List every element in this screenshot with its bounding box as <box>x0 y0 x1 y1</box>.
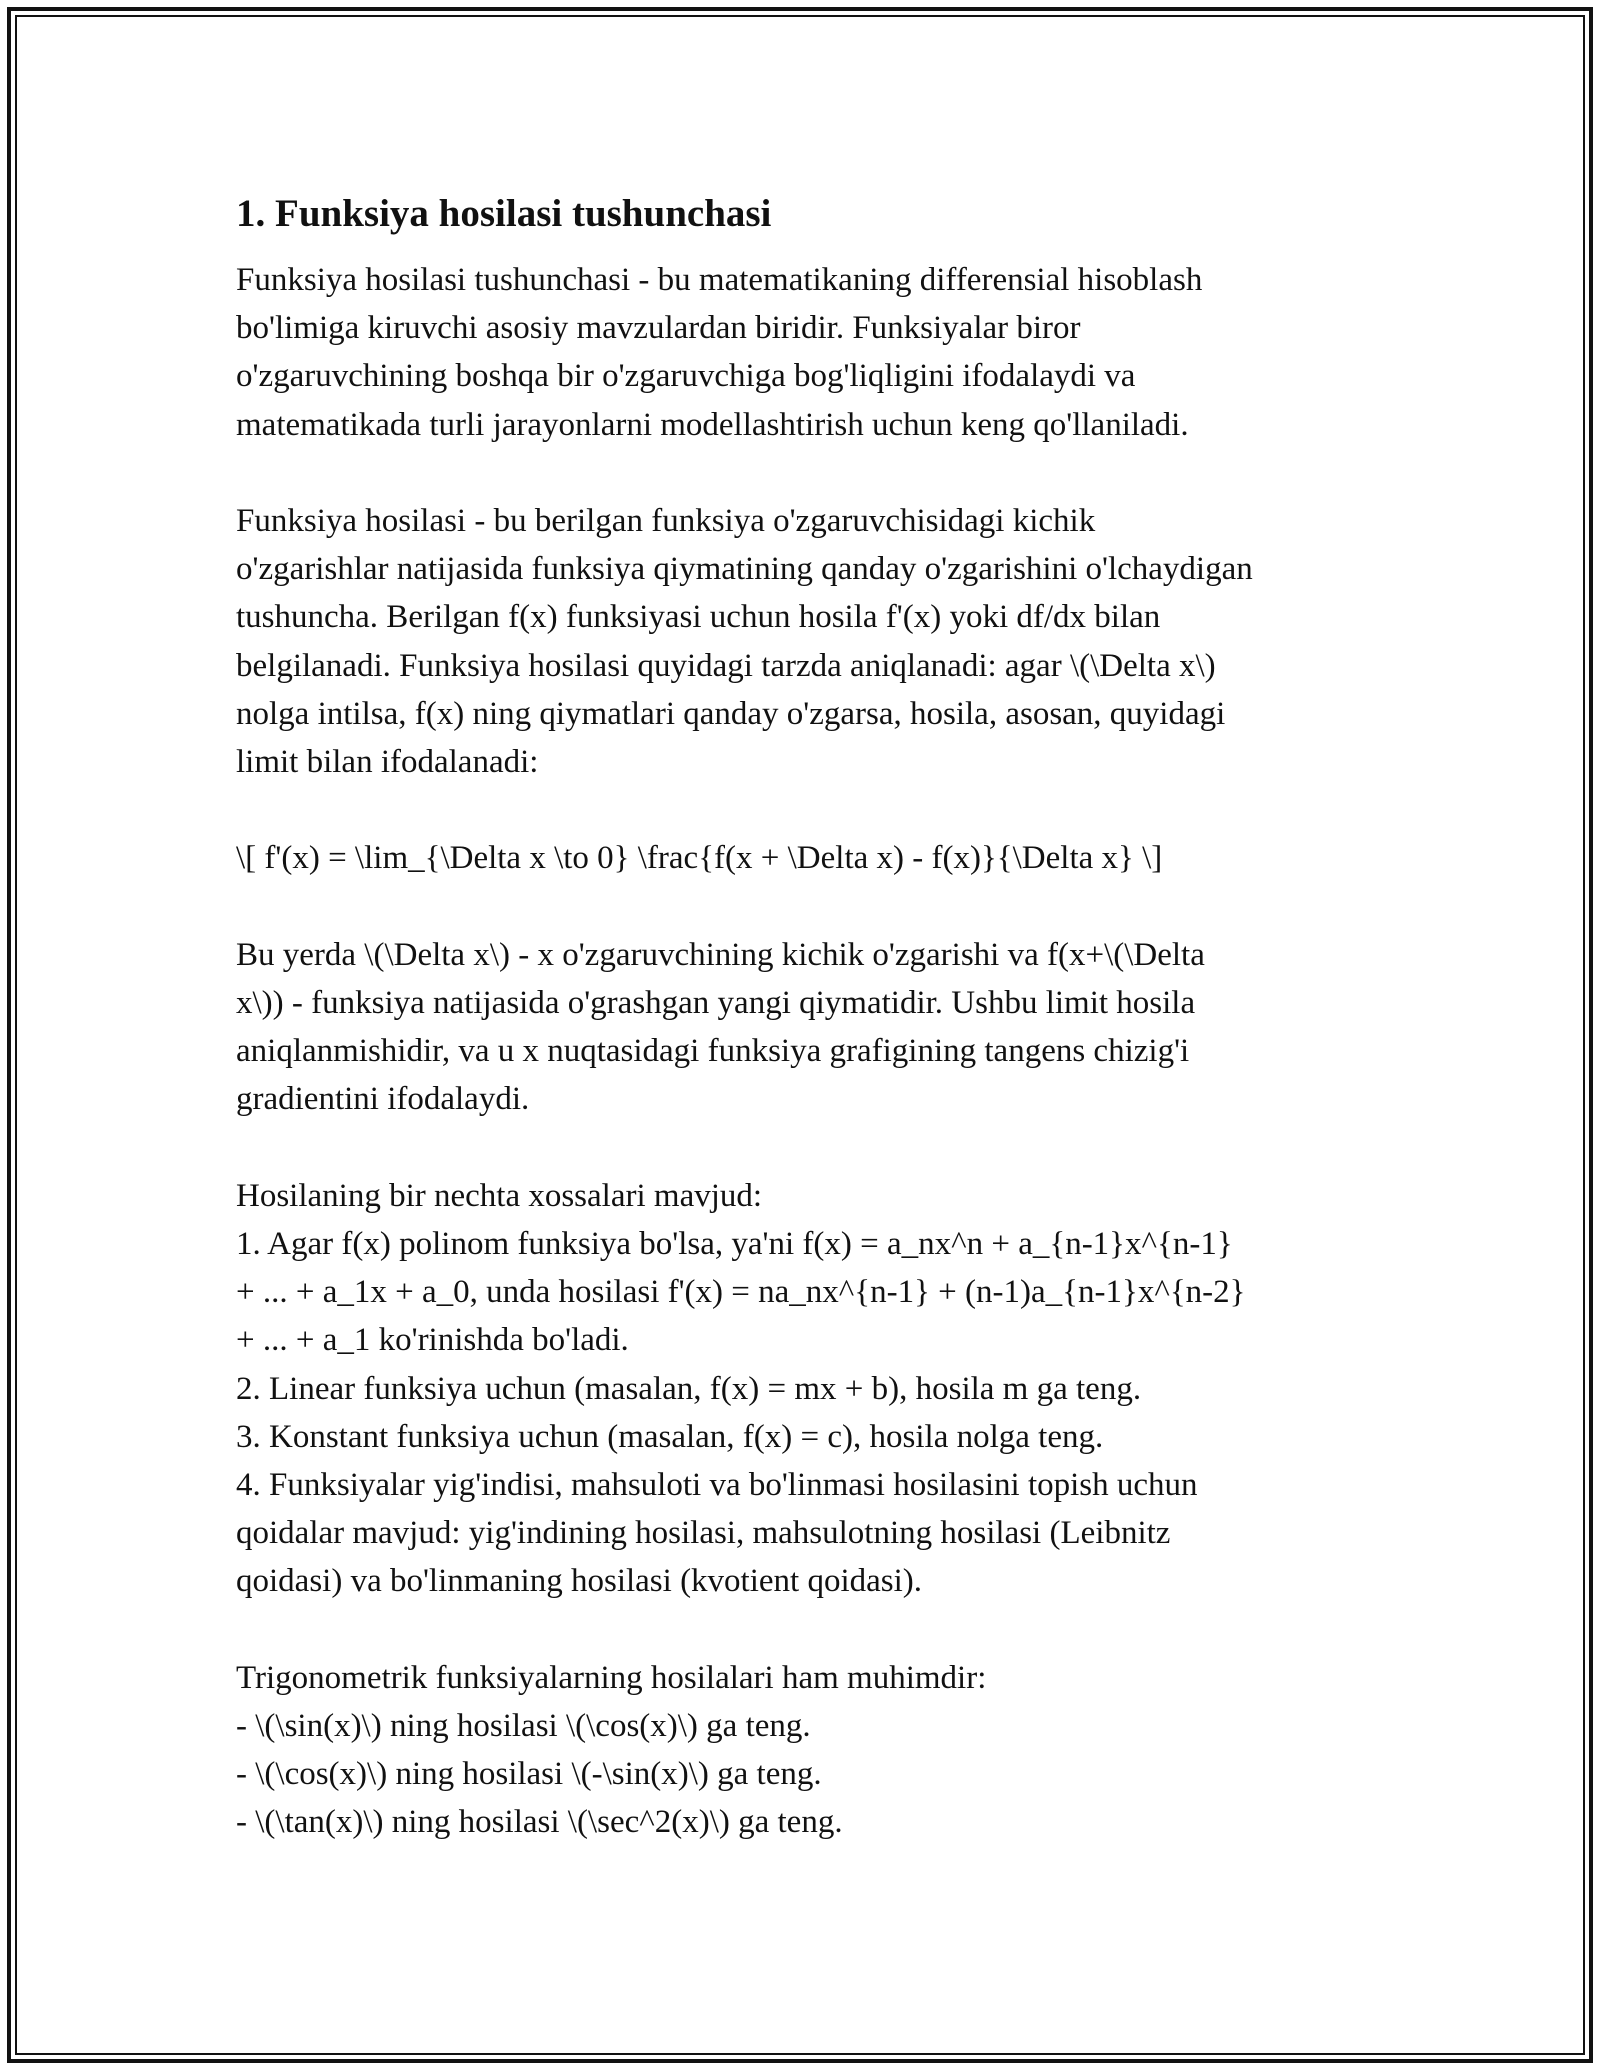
text-line: o'zgaruvchining boshqa bir o'zgaruvchiga bog'liqligini ifodalaydi va <box>236 358 1136 395</box>
text-line: - \(\tan(x)\) ning hosilasi \(\sec^2(x)\) ga teng. <box>236 1804 843 1841</box>
text-line: Funksiya hosilasi - bu berilgan funksiya o'zgaruvchisidagi kichik <box>236 503 1096 539</box>
text-line: Hosilaning bir nechta xossalari mavjud: <box>236 1177 763 1214</box>
text-line: bo'limiga kiruvchi asosiy mavzulardan biridir. Funksiyalar biror <box>236 310 1081 347</box>
text-line: qoidasi) va bo'linmaning hosilasi (kvotient qoidasi). <box>236 1563 923 1600</box>
section-heading: 1. Funksiya hosilasi tushunchasi <box>236 192 772 235</box>
formula-text: \[ f'(x) = \lim_{\Delta x \to 0} \frac{f(x + \Delta x) - f(x)}{\Delta x} \] <box>236 840 1163 877</box>
text-line: tushuncha. Berilgan f(x) funksiyasi uchun hosila f'(x) yoki df/dx bilan <box>236 599 1161 636</box>
text-line: 3. Konstant funksiya uchun (masalan, f(x) = c), hosila nolga teng. <box>236 1418 1104 1455</box>
paragraph-gap <box>236 449 1386 497</box>
text-line: qoidalar mavjud: yig'indining hosilasi, mahsulotning hosilasi (Leibnitz <box>236 1515 1171 1552</box>
text-line: matematikada turli jarayonlarni modellashtirish uchun keng qo'llaniladi. <box>236 406 1189 443</box>
text-line: Bu yerda \(\Delta x\) - x o'zgaruvchining kichik o'zgarishi va f(x+\(\Delta <box>236 936 1205 973</box>
paragraph-gap <box>236 883 1386 931</box>
paragraph-definition <box>236 497 1386 786</box>
text-line: limit bilan ifodalanadi: <box>236 744 539 781</box>
text-line: o'zgarishlar natijasida funksiya qiymatining qanday o'zgarishini o'lchaydigan <box>236 551 1253 588</box>
text-line: aniqlanmishidir, va u x nuqtasidagi funksiya grafigining tangens chizig'i <box>236 1033 1190 1070</box>
text-line: 4. Funksiyalar yig'indisi, mahsuloti va bo'linmasi hosilasini topish uchun <box>236 1467 1198 1504</box>
paragraph-properties <box>236 1172 1386 1606</box>
text-line: 2. Linear funksiya uchun (masalan, f(x) = mx + b), hosila m ga teng. <box>236 1370 1142 1407</box>
paragraph-trigonometric <box>236 1654 1386 1847</box>
text-line: - \(\sin(x)\) ning hosilasi \(\cos(x)\) ga teng. <box>236 1708 811 1745</box>
formula-line <box>236 834 1386 882</box>
text-line: 1. Agar f(x) polinom funksiya bo'lsa, ya'ni f(x) = a_nx^n + a_{n-1}x^{n-1} <box>236 1226 1233 1262</box>
text-line: + ... + a_1 ko'rinishda bo'ladi. <box>236 1322 629 1359</box>
paragraph-gap <box>236 1124 1386 1172</box>
text-line: Funksiya hosilasi tushunchasi - bu matematikaning differensial hisoblash <box>236 262 1203 298</box>
text-line: - \(\cos(x)\) ning hosilasi \(-\sin(x)\) ga teng. <box>236 1756 822 1793</box>
document-body <box>236 186 1386 1847</box>
paragraph-intro <box>236 256 1386 449</box>
paragraph-gap <box>236 1606 1386 1654</box>
paragraph-explanation <box>236 931 1386 1124</box>
text-line: belgilanadi. Funksiya hosilasi quyidagi tarzda aniqlanadi: agar \(\Delta x\) <box>236 647 1216 684</box>
paragraph-gap <box>236 786 1386 834</box>
text-line: gradientini ifodalaydi. <box>236 1081 530 1118</box>
text-line: nolga intilsa, f(x) ning qiymatlari qanday o'zgarsa, hosila, asosan, quyidagi <box>236 695 1226 732</box>
text-line: Trigonometrik funksiyalarning hosilalari ham muhimdir: <box>236 1659 987 1696</box>
text-line: + ... + a_1x + a_0, unda hosilasi f'(x) = na_nx^{n-1} + (n-1)a_{n-1}x^{n-2} <box>236 1274 1246 1311</box>
text-line: x\)) - funksiya natijasida o'grashgan yangi qiymatidir. Ushbu limit hosila <box>236 985 1196 1021</box>
